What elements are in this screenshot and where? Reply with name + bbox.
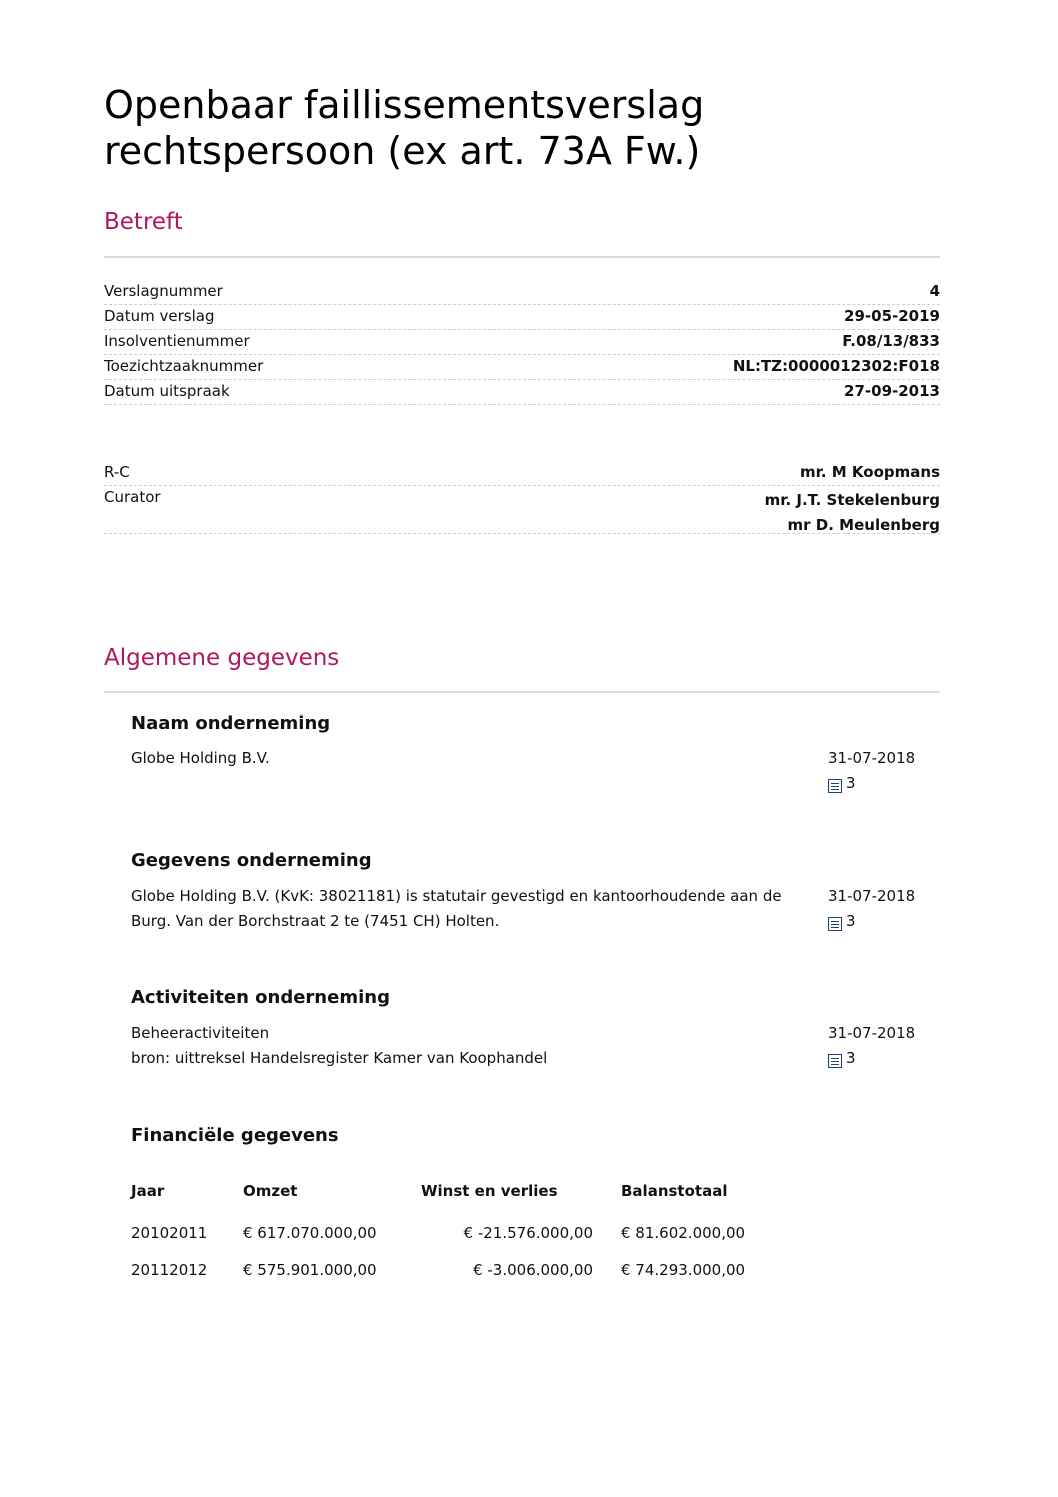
entry-date: 31-07-2018 [828,887,916,905]
curator-name: mr. J.T. Stekelenburg [764,491,940,509]
table-cell: € 617.070.000,00 [243,1223,377,1242]
gegevens-meta [828,884,915,934]
table-cell: € 74.293.000,00 [621,1260,746,1279]
report-reference-number: 3 [846,912,856,930]
row-value: NL:TZ:0000012302:F018 [732,357,940,375]
activiteiten-source: bron: uittreksel Handelsregister Kamer van Koophandel [131,1049,548,1067]
row-value: F.08/13/833 [842,332,940,350]
row-datum-uitspraak [104,379,940,405]
financial-table [131,1176,791,1288]
row-label: Datum verslag [104,307,215,325]
table-cell: € 81.602.000,00 [621,1223,746,1242]
row-rc [104,460,940,486]
column-header: Balanstotaal [621,1182,728,1200]
subsection-title-financieel: Financiële gegevens [131,1125,339,1146]
report-reference-number: 3 [846,1049,856,1067]
table-cell: € 575.901.000,00 [243,1260,377,1279]
section-divider [104,691,940,693]
table-cell: € -21.576.000,00 [463,1223,593,1242]
row-curator [104,485,940,534]
gegevens-text: Globe Holding B.V. (KvK: 38021181) is statutair gevestigd en kantoorhoudende aan de Burg. Van der Borchstraat 2 te (7451 CH) Holten. [131,887,782,930]
activiteiten-text [131,1021,811,1071]
row-label: Curator [104,488,161,506]
report-reference-link[interactable] [828,771,915,796]
table-cell: 20102011 [131,1223,208,1242]
row-value: 27-09-2013 [844,382,940,400]
row-value: 4 [929,282,940,300]
document-icon [828,917,842,931]
naam-text: Globe Holding B.V. [131,749,270,767]
row-value: mr. M Koopmans [799,463,940,481]
column-header: Winst en verlies [421,1182,558,1200]
row-label: Toezichtzaaknummer [104,357,264,375]
subsection-title-activiteiten: Activiteiten onderneming [131,987,390,1008]
row-label: Verslagnummer [104,282,223,300]
row-insolventienummer [104,329,940,355]
table-cell: € -3.006.000,00 [473,1260,593,1279]
entry-date: 31-07-2018 [828,1024,916,1042]
column-header: Jaar [131,1182,165,1200]
row-verslagnummer [104,279,940,305]
column-header: Omzet [243,1182,298,1200]
activiteiten-meta [828,1021,915,1071]
entry-date: 31-07-2018 [828,749,916,767]
row-datum-verslag [104,304,940,330]
document-icon [828,779,842,793]
table-header-row [131,1176,791,1214]
report-reference-link[interactable] [828,909,915,934]
naam-meta [828,746,915,796]
activiteiten-line: Beheeractiviteiten [131,1024,270,1042]
row-label: R-C [104,463,130,481]
report-reference-number: 3 [846,774,856,792]
table-row [131,1214,791,1251]
section-heading-algemene-gegevens: Algemene gegevens [104,645,340,671]
curator-name: mr D. Meulenberg [787,516,940,534]
report-reference-link[interactable] [828,1046,915,1071]
subsection-title-naam: Naam onderneming [131,713,331,734]
row-value: 29-05-2019 [844,307,940,325]
document-icon [828,1054,842,1068]
table-row [131,1251,791,1288]
section-divider [104,256,940,258]
page-title: Openbaar faillissementsverslag rechtspersoon (ex art. 73A Fw.) [104,83,705,173]
subsection-title-gegevens: Gegevens onderneming [131,850,372,871]
section-heading-betreft: Betreft [104,209,183,235]
table-cell: 20112012 [131,1260,208,1279]
row-label: Datum uitspraak [104,382,230,400]
row-label: Insolventienummer [104,332,250,350]
row-toezichtzaaknummer [104,354,940,380]
curator-names [765,488,940,538]
